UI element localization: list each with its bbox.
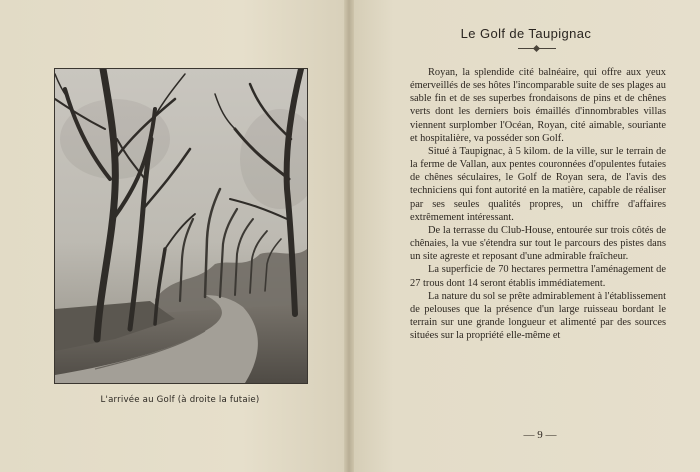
page-title: Le Golf de Taupignac: [460, 26, 592, 41]
paragraph: La nature du sol se prête admirablement à l'établissement de pelouses que la présence d'un large ruisseau bordant le terrain sur une grande longueur et alimenté par des sources situées sur la propriété elle-même et: [410, 290, 666, 342]
photo-caption: L'arrivée au Golf (à droite la futaie): [100, 395, 260, 405]
road-photograph: [54, 68, 308, 384]
paragraph: Royan, la splendide cité balnéaire, qui offre aux yeux émerveillés de ses hôtes l'incomparable suite de ses plages au sable fin et de ses superbes frondaisons de pins et de chênes verts dont les derniers bois émaillés d'innombrables villas viennent surplomber l'Océan, Royan, cité aimable, souriante et hospitalière, va posséder son Golf.: [410, 67, 666, 144]
page-number: — 9 —: [523, 429, 557, 441]
paragraph: De la terrasse du Club-House, entourée sur trois côtés de chênaies, la vue s'étendra sur tout le parcours des pistes dans un site agreste et reposant d'une admirable fraîcheur.: [410, 224, 666, 263]
paragraph: Situé à Taupignac, à 5 kilom. de la ville, sur le terrain de la ferme de Vallan, aux pentes couronnées d'opulentes futaies de chênes séculaires, le Golf de Royan sera, de l'avis des techniciens qui font autorité en la matière, capable de réaliser par ses seules qualités propres, un chiffre d'affaires extrêmement intéressant.: [410, 145, 666, 223]
book-gutter: [344, 0, 354, 472]
title-ornament: [518, 48, 556, 49]
article-body: [410, 66, 666, 342]
paragraph: La superficie de 70 hectares permettra l'aménagement de 27 trous dont 14 seront établis immédiatement.: [410, 264, 666, 289]
